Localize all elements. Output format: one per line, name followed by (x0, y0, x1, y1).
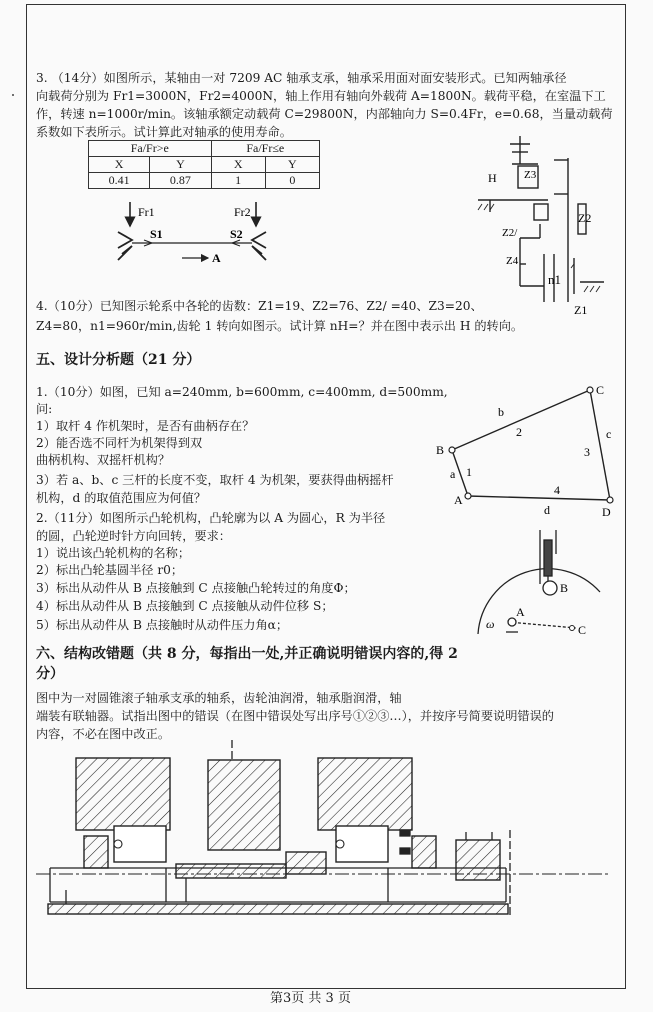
link-b-label: b (498, 405, 504, 419)
cam-mechanism-diagram (456, 524, 606, 664)
s5q1-line1: 1.（10分）如图，已知 a=240mm, b=600mm, c=400mm, d=500mm, (36, 385, 448, 399)
four-bar-linkage-diagram (430, 378, 620, 520)
s2-label: S2 (230, 227, 243, 241)
gear-train-diagram (470, 134, 620, 320)
point-c-label: C (596, 383, 605, 397)
link-d-label: d (544, 503, 550, 517)
table-col-y1: Y (150, 157, 211, 173)
s5q1-line4: 2）能否选不同杆为机架得到双 (36, 436, 203, 450)
point-d-label: D (602, 505, 611, 519)
gear-h-label: H (488, 171, 497, 185)
s5q1-line6: 3）若 a、b、c 三杆的长度不变，取杆 4 为机架，要获得曲柄摇杆 (36, 473, 394, 487)
table-header-le: Fa/Fr≤e (211, 141, 319, 157)
point-a-label: A (454, 493, 463, 507)
page-footer: 第3页 共 3 页 (270, 991, 351, 1006)
link-1-label: 1 (466, 465, 472, 479)
joint-b (449, 447, 455, 453)
cam-center-pivot (508, 618, 516, 626)
table-val-x1: 0.41 (89, 173, 150, 189)
cam-omega-label: ω (486, 617, 495, 631)
s5q2-line3: 1）说出该凸轮机构的名称； (36, 546, 191, 560)
link-2-label: 2 (516, 425, 522, 439)
q4-line1: 4.（10分）已知图示轮系中各轮的齿数：Z1=19、Z2=76、Z2/ =40、Z3=20、 (36, 299, 483, 313)
fr1-label: Fr1 (138, 205, 155, 219)
s6-line3: 内容，不必在图中改正。 (36, 727, 171, 741)
table-header-gt: Fa/Fr>e (89, 141, 212, 157)
link-a-label: a (450, 467, 456, 481)
joint-c (587, 387, 593, 393)
section6-title-cont: 分） (36, 666, 64, 682)
link-3-label: 3 (584, 445, 590, 459)
margin-dot (12, 94, 14, 96)
table-val-y2: 0 (265, 173, 319, 189)
q3-line1: 3. （14分）如图所示，某轴由一对 7209 AC 轴承支承，轴承采用面对面安装形式。已知两轴承径 (36, 71, 567, 85)
table-val-x2: 1 (211, 173, 265, 189)
s5q2-line7: 5）标出从动件从 B 点接触时从动件压力角α； (36, 618, 289, 632)
gear-z4-label: Z4 (506, 255, 519, 267)
section6-title: 六、结构改错题（共 8 分，每指出一处,并正确说明错误内容的,得 2 (36, 646, 458, 662)
s5q2-line5: 3）标出从动件从 B 点接触到 C 点接触凸轮转过的角度Φ； (36, 581, 356, 595)
cam-roller (543, 581, 557, 595)
s5q1-line7: 机构，d 的取值范围应为何值？ (36, 491, 207, 505)
q3-line3: 作，转速 n=1000r/min。该轴承额定动载荷 C=29800N，内部轴向力 S=0.4Fr，e=0.68，当量动载荷 (36, 107, 613, 121)
gear-z1-label: Z1 (574, 303, 588, 317)
cam-a-label: A (516, 605, 525, 619)
table-col-y2: Y (265, 157, 319, 173)
gear-z3-label: Z3 (524, 169, 537, 181)
table-col-x1: X (89, 157, 150, 173)
cam-b-label: B (560, 581, 569, 595)
bearing-load-diagram (112, 196, 284, 282)
gear-n1-label: n1 (548, 272, 561, 287)
table-col-x2: X (211, 157, 265, 173)
s5q2-line4: 2）标出凸轮基圆半径 r0； (36, 563, 184, 577)
s5q2-line2: 的圆，凸轮逆时针方向回转，要求： (36, 529, 231, 543)
cam-c-label: C (578, 623, 587, 637)
gear-z2p-label: Z2/ (502, 227, 518, 239)
fr2-label: Fr2 (234, 205, 251, 219)
s5q1-line3: 1）取杆 4 作机架时，是否有曲柄存在？ (36, 419, 255, 433)
q4-line2: Z4=80，n1=960r/min,齿轮 1 转向如图示。试计算 nH=？并在图中表示出 H 的转向。 (36, 319, 524, 333)
shaft-structure-drawing (36, 740, 616, 930)
s1-label: S1 (150, 227, 163, 241)
s6-line2: 端装有联轴器。试指出图中的错误（在图中错误处写出序号①②③…），并按序号简要说明错误的 (36, 709, 554, 723)
s5q1-line5: 曲柄机构、双摇杆机构？ (36, 453, 171, 467)
table-val-y1: 0.87 (150, 173, 211, 189)
q3-line2: 向载荷分别为 Fr1=3000N，Fr2=4000N，轴上作用有轴向外载荷 A=1800N。载荷平稳，在室温下工 (36, 89, 606, 103)
load-factor-table (88, 140, 320, 189)
joint-d (607, 497, 613, 503)
joint-a (465, 493, 471, 499)
s6-line1: 图中为一对圆锥滚子轴承支承的轴系，齿轮油润滑，轴承脂润滑，轴 (36, 691, 402, 705)
s5q2-line1: 2.（11分）如图所示凸轮机构，凸轮廓为以 A 为圆心，R 为半径 (36, 511, 386, 525)
axial-load-label: A (212, 251, 221, 265)
s5q1-line2: 问: (36, 402, 53, 416)
link-4-label: 4 (554, 483, 560, 497)
s5q2-line6: 4）标出从动件从 B 点接触到 C 点接触从动件位移 S； (36, 599, 334, 613)
link-c-label: c (606, 427, 612, 441)
section5-title: 五、设计分析题（21 分） (36, 352, 201, 368)
gear-z2-label: Z2 (578, 211, 592, 225)
point-b-label: B (436, 443, 445, 457)
cam-point-c (570, 626, 575, 631)
q3-line4: 系数如下表所示。试计算此对轴承的使用寿命。 (36, 125, 292, 139)
